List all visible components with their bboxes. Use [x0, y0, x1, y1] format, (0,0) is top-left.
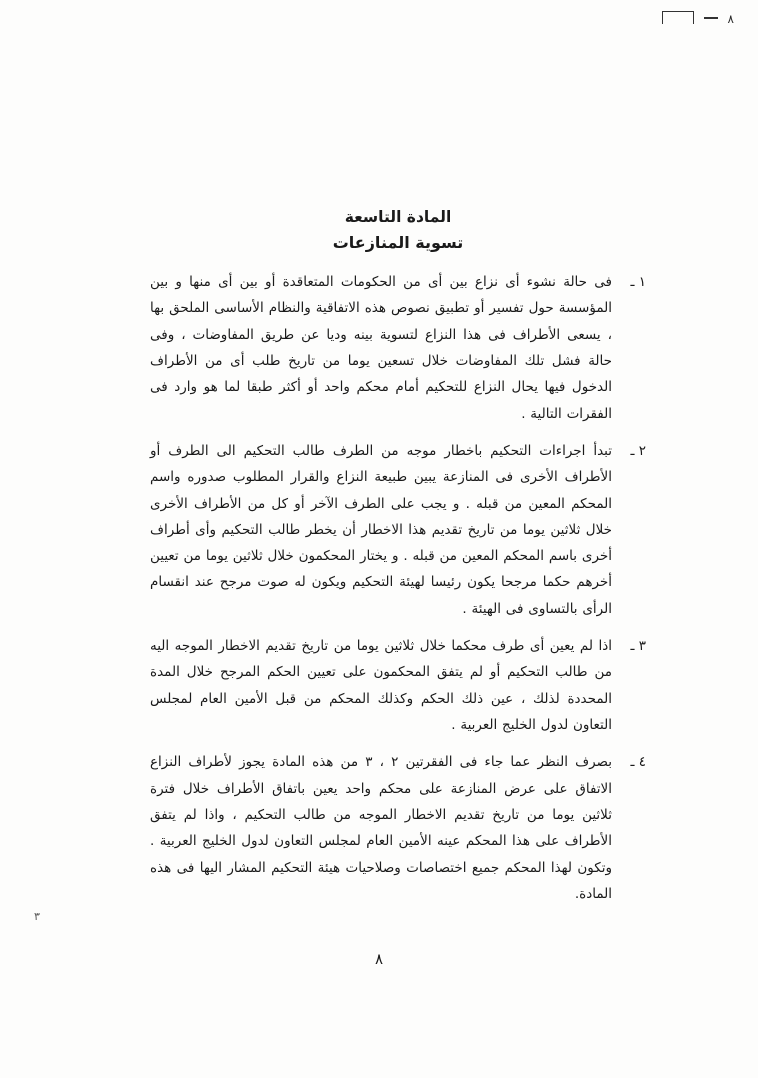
scan-dash-mark: [704, 17, 718, 19]
clause-marker: ٣ ـ: [630, 638, 646, 655]
header-marginal-number: ٨: [727, 12, 734, 26]
clause-marker: ٤ ـ: [630, 754, 646, 771]
clause-text: اذا لم يعين أى طرف محكما خلال ثلاثين يوما من تاريخ تقديم الاخطار الموجه اليه من طالب التحكيم أو لم يتفق المحكمون على تعيين الحكم المرجح خلال المدة المحددة لذلك ، عين ذلك الحكم وكذلك المحكم من قبل الأمين العام لمجلس التعاون لدول الخليج العربية .: [150, 638, 612, 734]
page-number: ٨: [374, 950, 384, 968]
clause-text: بصرف النظر عما جاء فى الفقرتين ٢ ، ٣ من هذه المادة يجوز لأطراف النزاع الاتفاق على عرض المنازعة على محكم واحد يعين باتفاق الأطراف خلال فترة ثلاثين يوما من تاريخ تقديم الاخطار الموجه من طالب التحكيم ، واذا لم يتفق الأطراف على هذا المحكم عينه الأمين العام لمجلس التعاون لدول الخليج العربية . وتكون لهذا المحكم جميع اختصاصات وصلاحيات هيئة التحكيم المشار اليها فى هذه المادة.: [150, 754, 612, 902]
document-content: [150, 205, 646, 918]
clause-item: [150, 269, 646, 427]
clause-item: [150, 749, 646, 907]
clause-item: [150, 438, 646, 622]
clause-marker: ٢ ـ: [630, 442, 646, 459]
clause-text: فى حالة نشوء أى نزاع بين أى من الحكومات المتعاقدة أو بين أى منها و بين المؤسسة حول تفسير أو تطبيق نصوص هذه الاتفاقية والنظام الأساسى الملحق بها ، يسعى الأطراف فى هذا النزاع لتسوية بينه وديا عن طريق المفاوضات ، وفى حالة فشل تلك المفاوضات خلال تسعين يوما من تاريخ طلب أى من الأطراف الدخول فيها يحال النزاع للتحكيم أمام محكم واحد أو أكثر طبقا لما هو وارد فى الفقرات التالية .: [150, 274, 612, 422]
scan-artifacts: [662, 8, 734, 26]
clause-item: [150, 633, 646, 738]
left-margin-glyph: ٣: [34, 910, 40, 923]
page-subtitle: تسوية المنازعات: [332, 233, 464, 253]
clause-text: تبدأ اجراءات التحكيم باخطار موجه من الطرف طالب التحكيم الى الطرف أو الأطراف الأخرى فى المنازعة يبين طبيعة النزاع والقرار المطلوب صدوره واسم المحكم المعين من قبله . و يجب على الطرف الآخر أو كل من الأطراف الأخرى خلال ثلاثين يوما من تاريخ تقديم هذا الاخطار أن يخطر طالب التحكيم وأى أطراف أخرى باسم المحكم المعين من قبله . و يختار المحكمون خلال ثلاثين يوما من تعيين أخرهم حكما مرجحا يكون رئيسا لهيئة التحكيم ويكون له صوت مرجح عند انقسام الرأى بالتساوى فى الهيئة .: [150, 442, 612, 617]
clause-marker: ١ ـ: [630, 274, 646, 291]
page-title: المادة التاسعة: [344, 208, 452, 226]
scan-bracket-mark: [662, 11, 694, 24]
